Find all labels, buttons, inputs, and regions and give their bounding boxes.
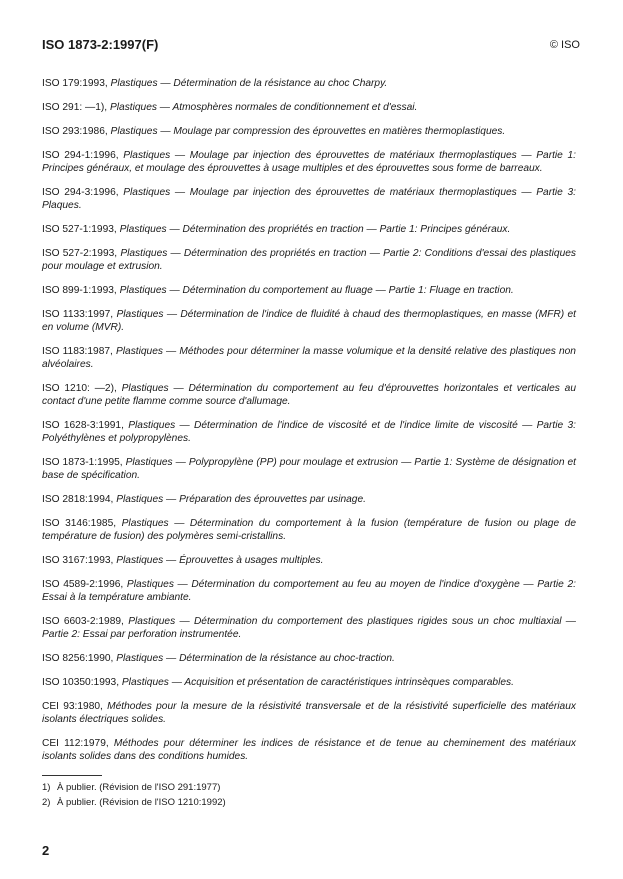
page-number: 2 xyxy=(42,843,50,858)
reference-entry xyxy=(42,149,576,175)
reference-entry xyxy=(42,737,576,763)
footnote-number: 1) xyxy=(42,782,51,793)
reference-code: CEI 112:1979, xyxy=(42,738,109,749)
reference-code: ISO 2818:1994, xyxy=(42,494,114,505)
reference-title: Plastiques — Détermination du comportement des plastiques rigides sous un choc multiaxial — Partie 2: Essai par perforation instrumentée. xyxy=(42,616,576,640)
reference-code: ISO 899-1:1993, xyxy=(42,285,117,296)
reference-entry xyxy=(42,615,576,641)
footnote xyxy=(42,780,226,795)
reference-title: Méthodes pour déterminer les indices de résistance et de tenue au cheminement des matériaux isolants solides dans des conditions humides. xyxy=(42,738,576,762)
reference-entry xyxy=(42,308,576,334)
reference-code: ISO 291: —1), xyxy=(42,102,108,113)
reference-title: Plastiques — Acquisition et présentation de caractéristiques intrinsèques comparables. xyxy=(121,677,514,688)
copyright-mark: © ISO xyxy=(549,39,580,51)
reference-code: ISO 6603-2:1989, xyxy=(42,616,124,627)
reference-entry xyxy=(42,456,576,482)
reference-title: Méthodes pour la mesure de la résistivité transversale et de la résistivité superficielle des matériaux isolants électriques solides. xyxy=(42,701,576,725)
reference-entry xyxy=(42,676,576,689)
footnote-text: À publier. (Révision de l'ISO 1210:1992) xyxy=(57,797,226,808)
reference-title: Plastiques — Détermination du comportement au feu au moyen de l'indice d'oxygène — Partie 2: Essai à la température ambiante. xyxy=(42,579,576,603)
reference-title: Plastiques — Détermination du comportement au feu d'éprouvettes horizontales et verticales au contact d'une petite flamme comme source d'allumage. xyxy=(42,383,576,407)
reference-title: Plastiques — Détermination des propriétés en traction — Partie 1: Principes généraux. xyxy=(119,224,511,235)
reference-entry xyxy=(42,101,576,114)
reference-entry xyxy=(42,517,576,543)
reference-title: Plastiques — Détermination de l'indice de viscosité et de l'indice limite de viscosité — Partie 3: Polyéthylènes et polypropylènes. xyxy=(42,420,576,444)
reference-code: ISO 1210: —2), xyxy=(42,383,117,394)
reference-code: ISO 10350:1993, xyxy=(42,677,120,688)
reference-code: ISO 8256:1990, xyxy=(42,653,114,664)
reference-code: ISO 1183:1987, xyxy=(42,346,113,357)
reference-title: Plastiques — Moulage par injection des éprouvettes de matériaux thermoplastiques — Partie 3: Plaques. xyxy=(42,187,576,211)
reference-code: ISO 1628-3:1991, xyxy=(42,420,124,431)
reference-code: ISO 1133:1997, xyxy=(42,309,114,320)
document-code: ISO 1873-2:1997(F) xyxy=(42,37,159,52)
reference-code: ISO 3167:1993, xyxy=(42,555,114,566)
reference-entry xyxy=(42,247,576,273)
reference-entry xyxy=(42,223,576,236)
footnote-text: À publier. (Révision de l'ISO 291:1977) xyxy=(57,782,221,793)
reference-entry xyxy=(42,186,576,212)
reference-title: Plastiques — Détermination de la résistance au choc-traction. xyxy=(116,653,395,664)
reference-code: ISO 527-2:1993, xyxy=(42,248,118,259)
reference-entry xyxy=(42,125,576,138)
reference-title: Plastiques — Détermination des propriétés en traction — Partie 2: Conditions d'essai des plastiques pour moulage et extrusion. xyxy=(42,248,576,272)
reference-code: ISO 294-1:1996, xyxy=(42,150,119,161)
reference-code: ISO 1873-1:1995, xyxy=(42,457,123,468)
reference-title: Plastiques — Méthodes pour déterminer la masse volumique et la densité relative des plastiques non alvéolaires. xyxy=(42,346,576,370)
reference-title: Plastiques — Éprouvettes à usages multiples. xyxy=(116,555,324,566)
reference-title: Plastiques — Détermination du comportement à la fusion (température de fusion ou plage de température de fusion) des polymères semi-cristallins. xyxy=(42,518,576,542)
reference-title: Plastiques — Moulage par injection des éprouvettes de matériaux thermoplastiques — Partie 1: Principes généraux, et moulage des éprouvettes à usage multiples et des éprouvettes sous forme de barreaux. xyxy=(42,150,576,174)
reference-title: Plastiques — Moulage par compression des éprouvettes en matières thermoplastiques. xyxy=(110,126,506,137)
reference-entry xyxy=(42,578,576,604)
reference-code: ISO 3146:1985, xyxy=(42,518,117,529)
reference-entry xyxy=(42,419,576,445)
reference-title: Plastiques — Polypropylène (PP) pour moulage et extrusion — Partie 1: Système de désignation et base de spécification. xyxy=(42,457,576,481)
footnote xyxy=(42,795,226,810)
reference-code: ISO 293:1986, xyxy=(42,126,108,137)
reference-entry xyxy=(42,493,576,506)
reference-title: Plastiques — Détermination de la résistance au choc Charpy. xyxy=(110,78,388,89)
footnote-number: 2) xyxy=(42,797,51,808)
reference-entry xyxy=(42,554,576,567)
reference-title: Plastiques — Atmosphères normales de conditionnement et d'essai. xyxy=(109,102,418,113)
footnotes xyxy=(42,780,226,810)
reference-entry xyxy=(42,77,576,90)
reference-title: Plastiques — Préparation des éprouvettes par usinage. xyxy=(116,494,366,505)
footnote-divider xyxy=(42,775,102,776)
reference-entry xyxy=(42,700,576,726)
reference-code: ISO 179:1993, xyxy=(42,78,108,89)
reference-entry xyxy=(42,284,576,297)
reference-code: CEI 93:1980, xyxy=(42,701,103,712)
reference-code: ISO 4589-2:1996, xyxy=(42,579,124,590)
reference-title: Plastiques — Détermination du comportement au fluage — Partie 1: Fluage en traction. xyxy=(119,285,514,296)
reference-code: ISO 294-3:1996, xyxy=(42,187,119,198)
reference-code: ISO 527-1:1993, xyxy=(42,224,117,235)
reference-title: Plastiques — Détermination de l'indice de fluidité à chaud des thermoplastiques, en masse (MFR) et en volume (MVR). xyxy=(42,309,576,333)
reference-entry xyxy=(42,382,576,408)
normative-references-list xyxy=(42,77,576,774)
reference-entry xyxy=(42,652,576,665)
reference-entry xyxy=(42,345,576,371)
